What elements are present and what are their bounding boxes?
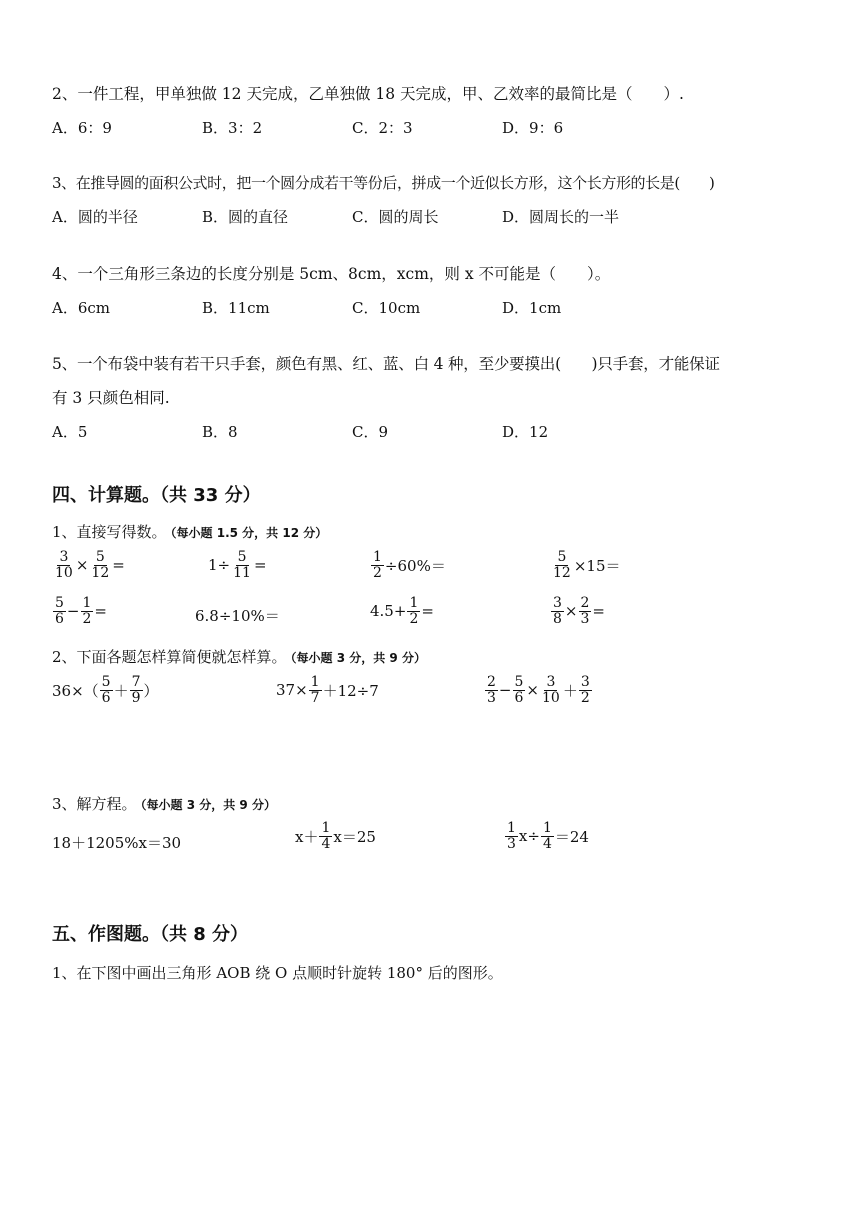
simplify-3: $\frac{2}{3}$ − $\frac{5}{6}$ × $\frac{3}{10}$ ＋ $\frac{3}{2}$ [487,674,590,706]
fraction: $\frac{7}{9}$ [131,674,141,706]
simplify-2: 37× $\frac{1}{7}$ ＋12÷7 [276,674,379,706]
question-4-option-d: D．1cm [502,299,562,317]
calc-1-4: $\frac{5}{12}$ ×15＝ [553,549,621,581]
calc-part-2-title [52,646,426,667]
question-3-option-d: D．圆周长的一半 [502,208,620,226]
question-5-option-b: B．8 [202,423,238,441]
calc-part-3-title [52,793,276,814]
question-3-text: 3、在推导圆的面积公式时，把一个圆分成若干等份后，拼成一个近似长方形，这个长方形的长是( ) [52,174,715,192]
fraction: $\frac{5}{12}$ [553,549,571,581]
question-2-option-d: D．9：6 [502,119,564,137]
fraction: $\frac{3}{10}$ [55,549,73,581]
equation-3: $\frac{1}{3}$ x÷ $\frac{1}{4}$ ＝24 [507,820,589,852]
question-2-option-c: C．2：3 [352,119,413,137]
calc-1-1: $\frac{3}{10}$ × $\frac{5}{12}$ = [55,549,125,581]
section-5-heading: 五、作图题。（共 8 分） [52,924,249,945]
question-2-option-a: A．6：9 [52,119,112,137]
question-5-option-d: D．12 [502,423,549,441]
equation-1: 18＋1205%x＝30 [52,834,182,852]
question-4-option-a: A．6cm [52,299,111,317]
calc-2-2: 6.8÷10%＝ [195,607,280,625]
calc-1-2: 1÷ $\frac{5}{11}$ = [208,549,267,581]
question-4-option-c: C．10cm [352,299,421,317]
fraction: $\frac{1}{2}$ [409,595,419,627]
section-5-question-1: 1、在下图中画出三角形 AOB 绕 O 点顺时针旋转 180° 后的图形。 [52,964,503,982]
calc-2-3: 4.5+ $\frac{1}{2}$ = [370,595,434,627]
calc-part-2-label: 2、下面各题怎样算简便就怎样算。 [52,648,287,666]
fraction: $\frac{5}{6}$ [514,674,524,706]
fraction: $\frac{3}{2}$ [580,674,590,706]
calc-part-1-note: （每小题 1.5 分，共 12 分） [170,526,328,540]
fraction: $\frac{5}{11}$ [233,549,251,581]
question-3-option-a: A．圆的半径 [52,208,138,226]
question-2-text: 2、一件工程，甲单独做 12 天完成，乙单独做 18 天完成，甲、乙效率的最简比是（ ）. [52,85,684,103]
fraction: $\frac{5}{6}$ [55,595,64,627]
question-3-option-c: C．圆的周长 [352,208,439,226]
fraction: $\frac{1}{4}$ [321,820,331,852]
calc-part-1-title [52,521,327,542]
question-5-text-line2: 有 3 只颜色相同. [52,389,170,407]
calc-part-3-label: 3、解方程。 [52,795,137,813]
fraction: $\frac{3}{8}$ [553,595,562,627]
question-4-option-b: B．11cm [202,299,270,317]
question-4-text: 4、一个三角形三条边的长度分别是 5cm、8cm，xcm，则 x 不可能是（ ）。 [52,265,611,283]
calc-2-4: $\frac{3}{8}$ × $\frac{2}{3}$ = [553,595,605,627]
question-3-option-b: B．圆的直径 [202,208,289,226]
fraction: $\frac{5}{6}$ [101,674,111,706]
question-2-option-b: B．3：2 [202,119,263,137]
calc-part-2-note: （每小题 3 分，共 9 分） [290,651,426,665]
equation-2: x＋ $\frac{1}{4}$ x＝25 [295,820,376,852]
fraction: $\frac{1}{7}$ [310,674,320,706]
question-5-option-c: C．9 [352,423,389,441]
fraction: $\frac{2}{3}$ [580,595,590,627]
fraction: $\frac{3}{10}$ [542,674,560,706]
section-4-heading: 四、计算题。（共 33 分） [52,485,261,506]
question-5-option-a: A．5 [52,423,88,441]
simplify-1: 36×（ $\frac{5}{6}$ ＋ $\frac{7}{9}$ ） [52,674,159,706]
fraction: $\frac{1}{4}$ [542,820,552,852]
calc-2-1: $\frac{5}{6}$ − $\frac{1}{2}$ = [55,595,107,627]
calc-part-3-note: （每小题 3 分，共 9 分） [140,798,276,812]
fraction: $\frac{1}{3}$ [507,820,516,852]
calc-1-3: $\frac{1}{2}$ ÷60%＝ [373,549,446,581]
fraction: $\frac{1}{2}$ [82,595,92,627]
calc-part-1-label: 1、直接写得数。 [52,523,167,541]
fraction: $\frac{1}{2}$ [373,549,382,581]
fraction: $\frac{2}{3}$ [487,674,496,706]
question-5-text-line1: 5、一个布袋中装有若干只手套，颜色有黑、红、蓝、白 4 种，至少要摸出( )只手套，才能保证 [52,355,720,373]
fraction: $\frac{5}{12}$ [91,549,110,581]
